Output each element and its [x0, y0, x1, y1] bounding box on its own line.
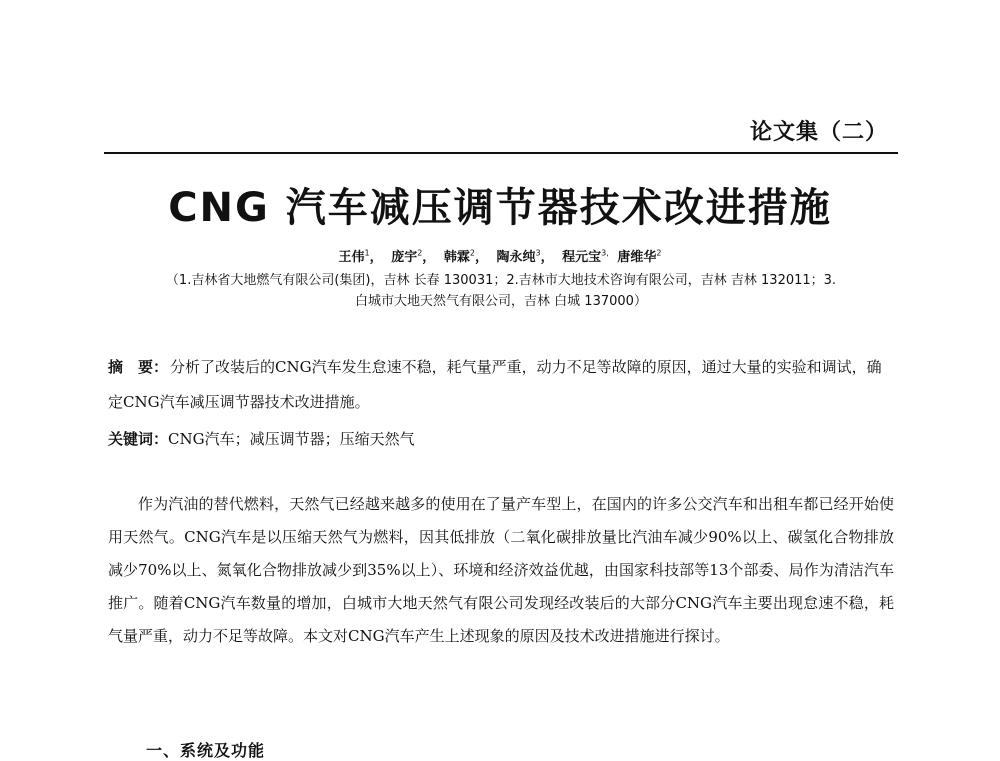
author-3: 韩霖$^2$， — [443, 248, 488, 265]
intro-paragraph: 作为汽油的替代燃料，天然气已经越来越多的使用在了量产车型上，在国内的许多公交汽车和出租车都已经开始使用天然气。CNG汽车是以压缩天然气为燃料，因其低排放（二氧化碳排放量比汽油车减少90%以上、碳氢化合物排放减少70%以上、氮氧化合物排放减少到35%以上）、环境和经济效益优越，由国家科技部等13个部委、局作为清洁汽车推广。随着CNG汽车数量的增加，白城市大地天然气有限公司发现经改装后的大部分CNG汽车主要出现怠速不稳，耗气量严重，动力不足等故障。本文对CNG汽车产生上述现象的原因及技术改进措施进行探讨。 — [108, 495, 894, 645]
author-5: 程元宝$^{3,}$ — [562, 248, 609, 265]
affiliation-line-2: 白城市大地天然气有限公司，吉林 白城 137000） — [355, 294, 647, 309]
journal-section-label: 论文集（二） — [749, 120, 888, 145]
abstract-text: 分析了改装后的CNG汽车发生怠速不稳，耗气量严重，动力不足等故障的原因，通过大量的实验和调试，确定CNG汽车减压调节器技术改进措施。 — [108, 358, 882, 411]
abstract — [108, 350, 894, 420]
author-4: 陶永纯$^3$， — [496, 248, 554, 265]
abstract-label: 摘 要： — [108, 358, 169, 376]
paper-title: CNG 汽车减压调节器技术改进措施 — [168, 185, 832, 231]
affiliation-line-1: （1.吉林省大地燃气有限公司(集团)，吉林 长春 130031；2.吉林市大地技术咨询有限公司，吉林 吉林 132011；3. — [165, 273, 837, 288]
affiliations — [104, 270, 898, 312]
author-2: 庞宇$^2$， — [391, 248, 436, 265]
header-divider — [104, 152, 898, 154]
author-6: 唐维华$^2$ — [617, 248, 662, 265]
author-list — [0, 246, 1000, 265]
section-heading: 一、系统及功能 — [146, 741, 266, 760]
author-1: 王伟$^1$， — [338, 248, 383, 265]
keywords — [108, 424, 894, 454]
keywords-label: 关键词： — [108, 430, 169, 448]
keywords-text: CNG汽车；减压调节器；压缩天然气 — [168, 430, 415, 448]
